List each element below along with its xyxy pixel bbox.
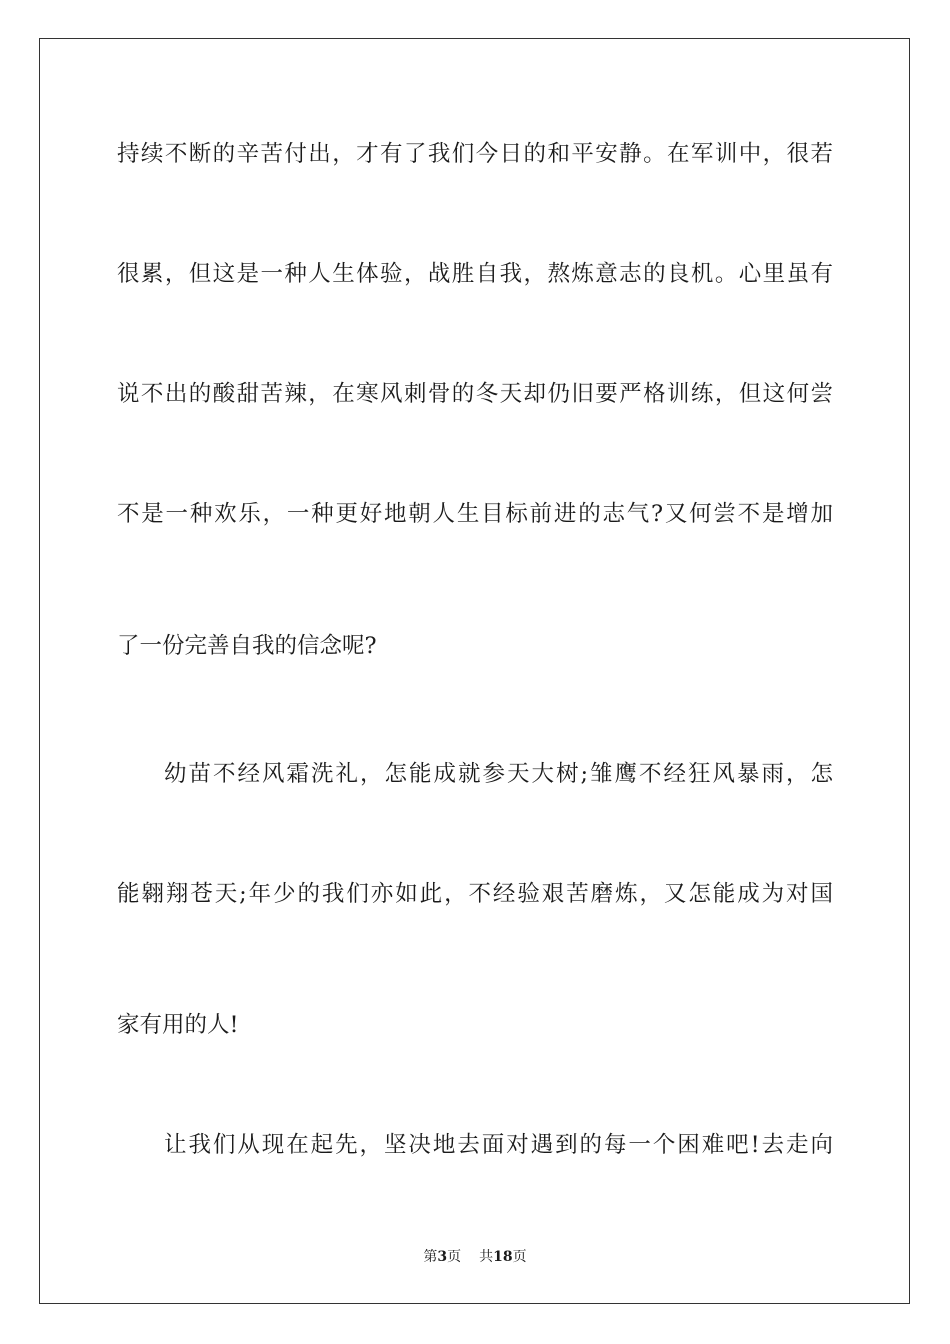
text-line-2: 很累，但这是一种人生体验，战胜自我，熬炼意志的良机。心里虽有	[117, 261, 833, 287]
text-line-1: 持续不断的辛苦付出，才有了我们今日的和平安静。在军训中，很若	[117, 141, 833, 167]
text-line-8: 家有用的人!	[117, 1012, 239, 1038]
total-pages: 18	[493, 1249, 513, 1265]
total-prefix: 共	[479, 1249, 494, 1265]
page-suffix: 页	[447, 1249, 462, 1265]
text-line-9: 让我们从现在起先，坚决地去面对遇到的每一个困难吧!去走向	[164, 1132, 833, 1158]
page-border	[39, 38, 910, 1304]
text-line-6: 幼苗不经风霜洗礼，怎能成就参天大树;雏鹰不经狂风暴雨，怎	[164, 761, 833, 787]
text-line-3: 说不出的酸甜苦辣，在寒风刺骨的冬天却仍旧要严格训练，但这何尝	[117, 381, 833, 407]
page-prefix: 第	[423, 1249, 438, 1265]
text-line-7: 能翱翔苍天;年少的我们亦如此，不经验艰苦磨炼，又怎能成为对国	[117, 881, 833, 907]
text-line-4: 不是一种欢乐，一种更好地朝人生目标前进的志气?又何尝不是增加	[117, 501, 833, 527]
text-line-5: 了一份完善自我的信念呢?	[117, 633, 377, 659]
total-suffix: 页	[512, 1249, 527, 1265]
page-footer	[0, 1248, 950, 1266]
page-number: 3	[437, 1249, 448, 1265]
